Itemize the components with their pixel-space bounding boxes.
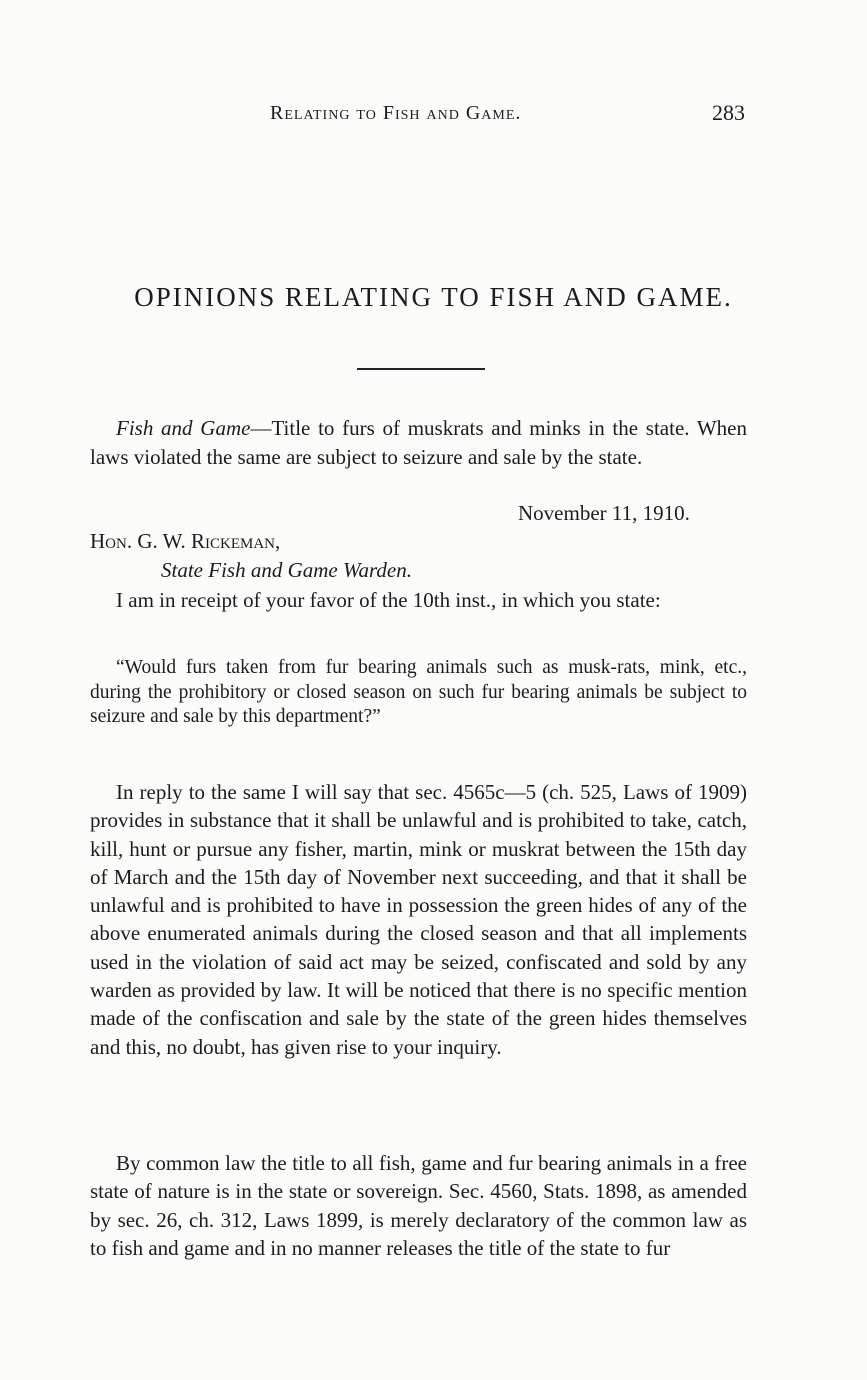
headnote-topic: Fish and Game — [116, 416, 251, 440]
headnote-text: —Title to furs of muskrats and minks in the state. When laws violated the same are subject to seizure and sale by the state. — [90, 416, 747, 469]
title-divider — [357, 368, 485, 370]
headnote — [90, 414, 747, 471]
letter-addressee: Hon. G. W. Rickeman, — [90, 529, 281, 553]
page-number: 283 — [712, 100, 745, 125]
body-paragraph: In reply to the same I will say that sec. 4565c—5 (ch. 525, Laws of 1909) provides in substance that it shall be unlawful and is prohibited to take, catch, kill, hunt or pursue any fisher, martin, mink or muskrat between the 15th day of March and the 15th day of November next succeeding, and that it shall be unlawful and is prohibited to have in possession the green hides of any of the above enumerated animals during the closed season and that all implements used in the violation of said act may be seized, confiscated and sold by any warden as provided by law. It will be noticed that there is no specific mention made of the confiscation and sale by the state of the green hides themselves and this, no doubt, has given rise to your inquiry. — [90, 780, 747, 1059]
letter-date: November 11, 1910. — [518, 501, 690, 525]
running-head: Relating to Fish and Game. — [270, 102, 522, 124]
letter-opening: I am in receipt of your favor of the 10th inst., in which you state: — [116, 588, 661, 612]
block-quote: “Would furs taken from fur bearing animals such as musk-rats, mink, etc., during the prohibitory or closed season on such fur bearing animals be subject to seizure and sale by this department?” — [90, 657, 747, 728]
body-paragraph: By common law the title to all fish, game and fur bearing animals in a free state of nature is in the state or sovereign. Sec. 4560, Stats. 1898, as amended by sec. 26, ch. 312, Laws 1899, is merely declaratory of the common law as to fish and game and in no manner releases the title of the state to fur — [90, 1151, 747, 1260]
page-title: OPINIONS RELATING TO FISH AND GAME. — [134, 282, 733, 312]
addressee-office: State Fish and Game Warden. — [161, 558, 413, 582]
